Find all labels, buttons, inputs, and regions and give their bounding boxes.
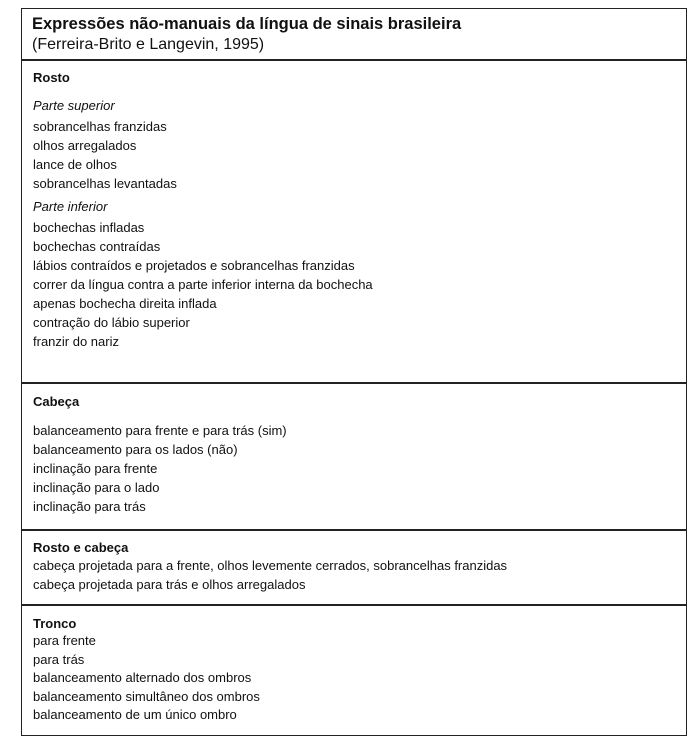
list-item: apenas bochecha direita inflada [33,296,217,311]
section-tronco [22,606,686,736]
section-title-rosto-e-cabeca: Rosto e cabeça [33,540,129,555]
list-rosto-e-cabeca [33,557,686,594]
table-header [22,9,686,61]
expressions-table [21,8,687,736]
list-item: lábios contraídos e projetados e sobrancelhas franzidas [33,258,355,273]
list-item: bochechas contraídas [33,239,161,254]
list-item: cabeça projetada para a frente, olhos levemente cerrados, sobrancelhas franzidas [33,558,508,573]
list-cabeca [33,421,686,516]
list-item: inclinação para trás [33,499,146,514]
list-item: balanceamento para frente e para trás (sim) [33,423,287,438]
subsection-label-parte-superior: Parte superior [33,98,115,113]
list-item: balanceamento alternado dos ombros [33,670,252,685]
list-parte-superior [33,117,686,193]
section-title-cabeca: Cabeça [33,394,80,409]
list-item: cabeça projetada para trás e olhos arregalados [33,576,306,592]
list-item: contração do lábio superior [33,315,190,330]
list-item: sobrancelhas franzidas [33,119,167,134]
list-item: lance de olhos [33,157,117,172]
list-parte-inferior [33,218,686,351]
list-item: bochechas infladas [33,220,145,235]
table-title: Expressões não-manuais da língua de sinais brasileira [32,15,462,33]
list-item: para frente [33,633,96,648]
list-tronco [33,632,686,725]
subsection-label-parte-inferior: Parte inferior [33,199,108,214]
list-item: franzir do nariz [33,334,119,349]
section-title-tronco: Tronco [33,616,77,631]
list-item: sobrancelhas levantadas [33,176,177,191]
list-item: olhos arregalados [33,138,137,153]
list-item: inclinação para frente [33,461,158,476]
list-item: inclinação para o lado [33,480,160,495]
list-item: para trás [33,651,85,667]
list-item: balanceamento de um único ombro [33,707,237,722]
section-cabeca [22,384,686,531]
section-title-rosto: Rosto [33,70,70,85]
list-item: balanceamento simultâneo dos ombros [33,688,260,704]
table-subtitle: (Ferreira-Brito e Langevin, 1995) [32,36,265,53]
list-item: correr da língua contra a parte inferior interna da bochecha [33,277,373,292]
section-rosto-e-cabeca [22,531,686,606]
section-rosto [22,61,686,384]
list-item: balanceamento para os lados (não) [33,442,238,457]
